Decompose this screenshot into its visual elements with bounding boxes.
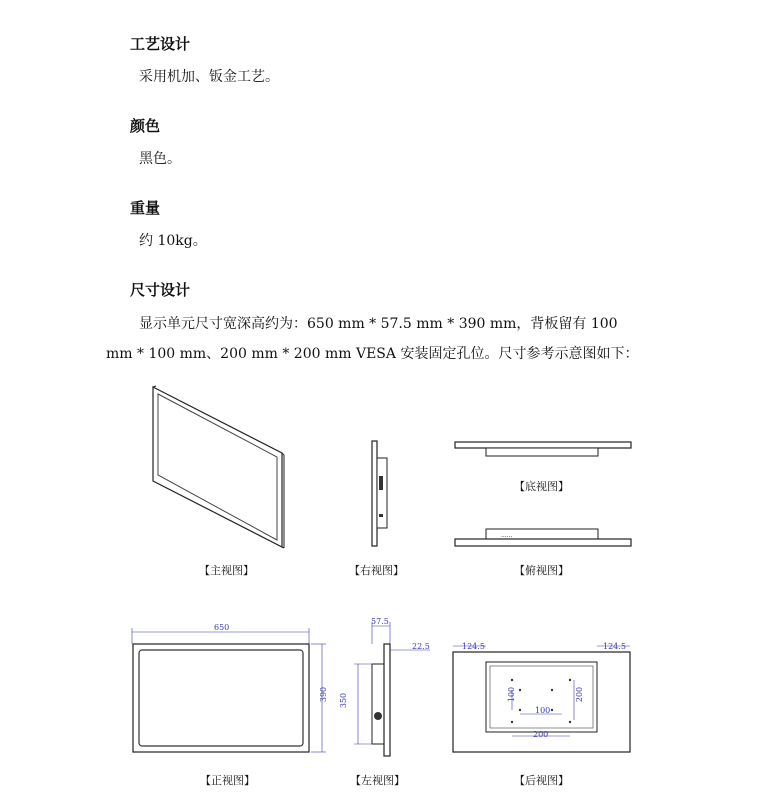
main-view-drawing: [150, 385, 285, 550]
dim-width: 650: [214, 623, 230, 632]
svg-text:......: ......: [501, 532, 513, 539]
left-view-drawing: [344, 620, 434, 760]
front-view-drawing: [126, 622, 331, 756]
caption-right-view: 【右视图】: [349, 564, 404, 577]
right-view-drawing: [368, 440, 392, 548]
dim-margin-right: 124.5: [603, 642, 626, 651]
dim-vesa-small-w: 100: [535, 706, 551, 715]
dim-vesa-large-w: 200: [533, 730, 549, 739]
dim-vesa-small-h: 100: [507, 686, 517, 703]
section-text-size-line1: 显示单元尺寸宽深高约为：650 mm * 57.5 mm * 390 mm，背板留有 100: [139, 316, 618, 332]
dim-depth: 57.5: [371, 617, 389, 626]
section-text-size-line2: mm * 100 mm、200 mm * 200 mm VESA 安装固定孔位。尺寸参考示意图如下：: [106, 346, 639, 362]
section-text-weight: 约 10kg。: [139, 233, 207, 249]
caption-back-view: 【后视图】: [514, 774, 569, 787]
section-title-process: 工艺设计: [130, 35, 191, 53]
section-text-process: 采用机加、钣金工艺。: [139, 69, 279, 85]
bottom-view-drawing: [453, 440, 633, 462]
caption-bottom-view: 【底视图】: [514, 480, 569, 493]
caption-main-view: 【主视图】: [199, 564, 254, 577]
section-title-color: 颜色: [130, 117, 161, 135]
dim-offset: 22.5: [412, 642, 430, 651]
dim-vesa-large-h: 200: [575, 686, 585, 703]
caption-front-view: 【正视图】: [200, 774, 255, 787]
dim-inner-height: 350: [339, 692, 349, 709]
section-title-size: 尺寸设计: [130, 281, 191, 299]
dim-height: 390: [319, 686, 329, 703]
dim-margin-left: 124.5: [462, 642, 485, 651]
caption-left-view: 【左视图】: [350, 774, 405, 787]
caption-top-view: 【俯视图】: [514, 564, 569, 577]
section-title-weight: 重量: [130, 199, 161, 217]
section-text-color: 黑色。: [139, 151, 181, 167]
top-view-drawing: [453, 527, 633, 549]
